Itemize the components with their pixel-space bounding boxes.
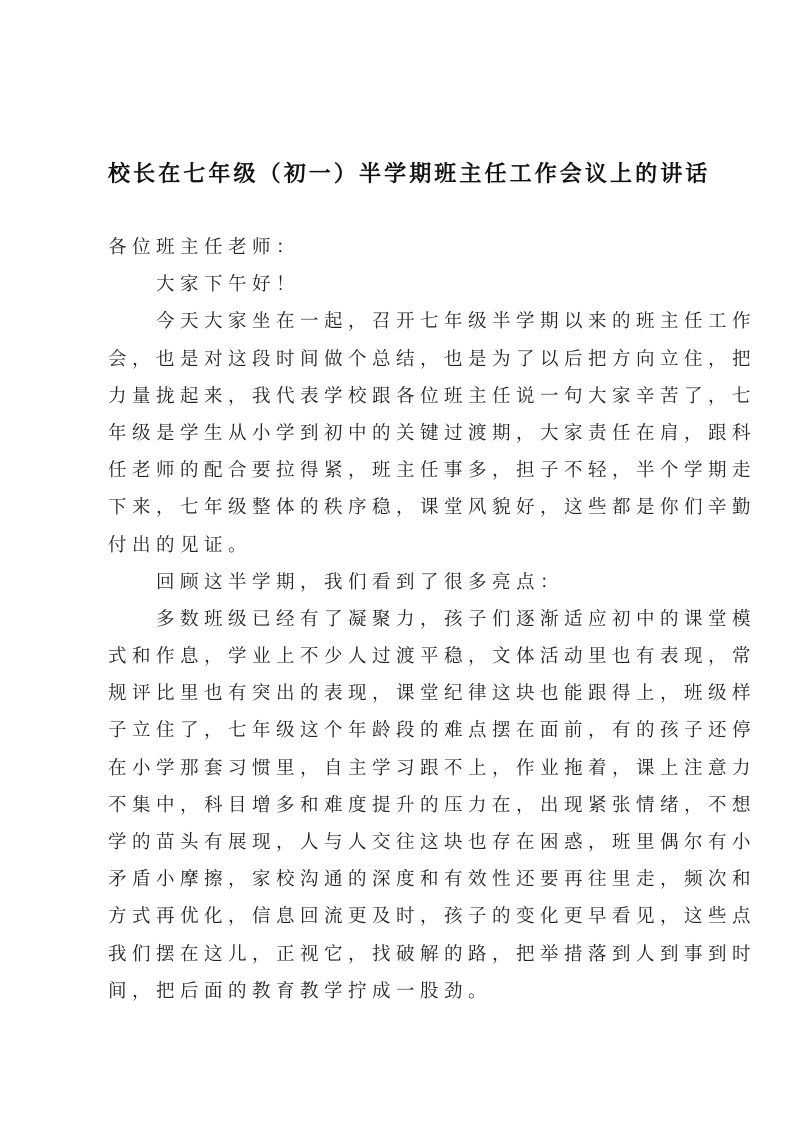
paragraph-line: 今天大家坐在一起，召开七年级半学期以来的班主任工作 — [156, 311, 757, 333]
paragraph-line: 多数班级已经有了凝聚力，孩子们逐渐适应初中的课堂模 — [156, 608, 757, 630]
greeting: 大家下午好！ — [156, 274, 301, 296]
paragraph-line: 不集中，科目增多和难度提升的压力在，出现紧张情绪，不想 — [108, 794, 757, 816]
paragraph-line: 子立住了，七年级这个年龄段的难点摆在面前，有的孩子还停 — [108, 720, 757, 742]
paragraph-highlights-and-challenges — [108, 601, 757, 1010]
paragraph-line: 规评比里也有突出的表现，课堂纪律这块也能跟得上，班级样 — [108, 683, 757, 705]
salutation: 各位班主任老师： — [108, 237, 301, 258]
paragraph-line: 我们摆在这儿，正视它，找破解的路，把举措落到人到事到时 — [108, 943, 757, 965]
paragraph-line: 下来，七年级整体的秩序稳，课堂风貌好，这些都是你们辛勤 — [108, 497, 757, 519]
paragraph-line: 回顾这半学期，我们看到了很多亮点： — [156, 571, 565, 593]
paragraph-line: 矛盾小摩擦，家校沟通的深度和有效性还要再往里走，频次和 — [108, 869, 757, 891]
paragraph-line: 间，把后面的教育教学拧成一股劲。 — [108, 980, 493, 1002]
paragraph-line: 学的苗头有展现，人与人交往这块也存在困惑，班里偶尔有小 — [108, 832, 757, 853]
paragraph-line: 式和作息，学业上不少人过渡平稳，文体活动里也有表现，常 — [108, 646, 757, 668]
paragraph-line: 力量拢起来，我代表学校跟各位班主任说一句大家辛苦了，七 — [108, 385, 757, 407]
document-title: 校长在七年级（初一）半学期班主任工作会议上的讲话 — [108, 162, 711, 187]
paragraph-line: 年级是学生从小学到初中的关键过渡期，大家责任在肩，跟科 — [108, 422, 757, 444]
paragraph-line: 会，也是对这段时间做个总结，也是为了以后把方向立住，把 — [108, 348, 757, 370]
paragraph-line: 在小学那套习惯里，自主学习跟不上，作业拖着，课上注意力 — [108, 757, 757, 779]
paragraph-line: 付出的见证。 — [108, 534, 253, 556]
paragraph-line: 任老师的配合要拉得紧，班主任事多，担子不轻，半个学期走 — [108, 460, 757, 482]
document-body — [108, 229, 757, 1010]
paragraph-opening — [108, 303, 757, 563]
paragraph-line: 方式再优化，信息回流更及时，孩子的变化更早看见，这些点 — [108, 906, 757, 928]
paragraph-review-intro — [108, 564, 688, 601]
